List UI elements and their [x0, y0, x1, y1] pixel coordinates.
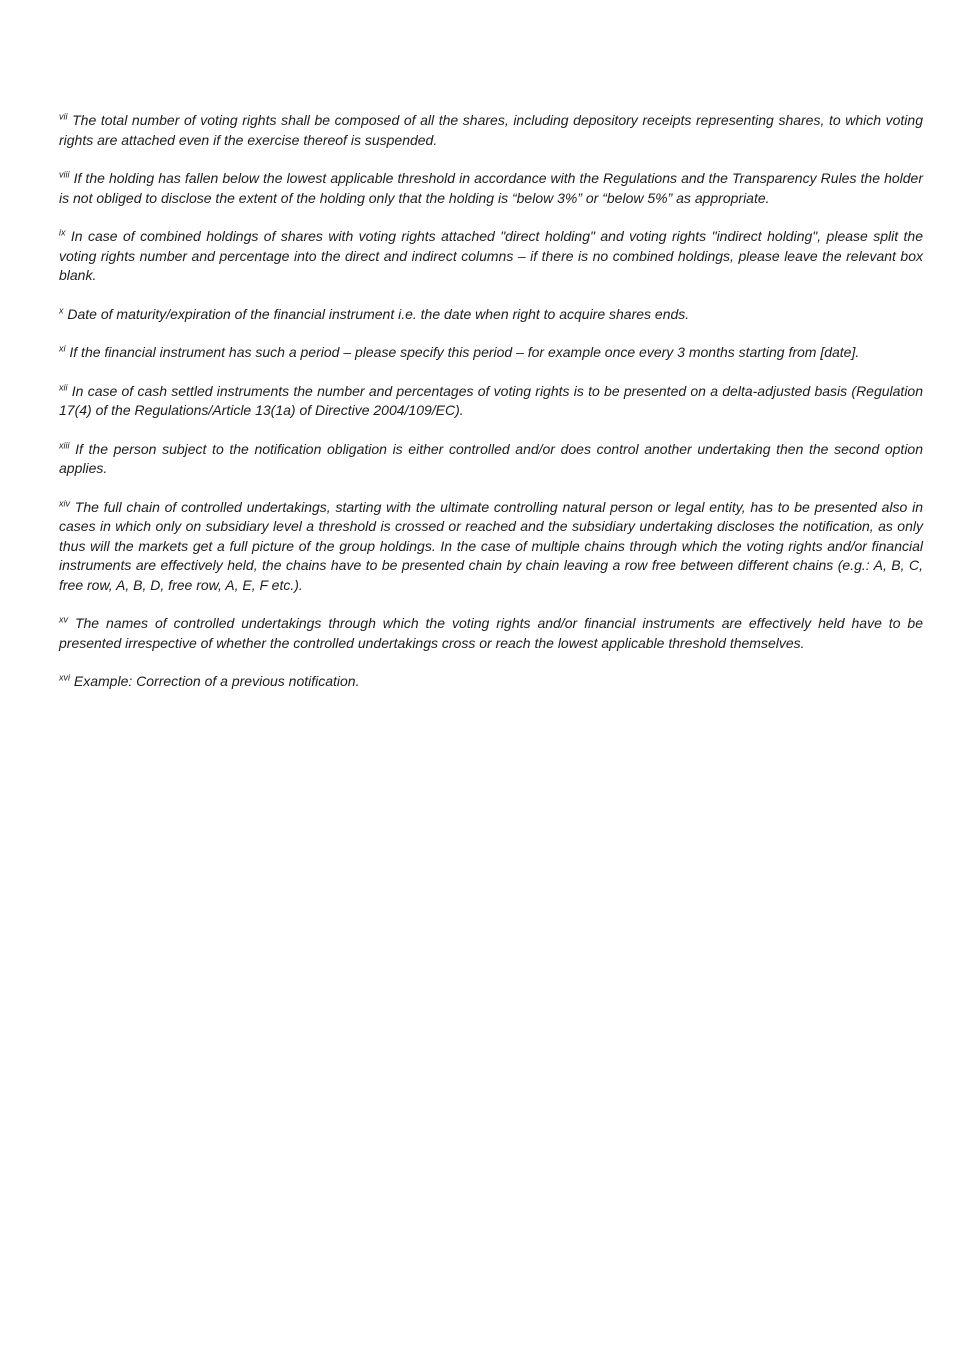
footnote-text-viii: If the holding has fallen below the lowest applicable threshold in accordance with the Regulations and the Transparency Rules the holder is not obliged to disclose the extent of the holding only that the holding is “below 3%” or “below 5%” as appropriate.: [59, 170, 923, 206]
footnote-text-x: Date of maturity/expiration of the financial instrument i.e. the date when right to acquire shares ends.: [67, 305, 690, 322]
footnote-marker-xi: xi: [59, 343, 66, 354]
footnote-text-ix: In case of combined holdings of shares with voting rights attached "direct holding" and voting rights "indirect holding", please split the voting rights number and percentage into the direct and indirect columns – if there is no combined holdings, please leave the relevant box blank.: [59, 228, 923, 283]
footnote-text-xv: The names of controlled undertakings through which the voting rights and/or financial instruments are effectively held have to be presented irrespective of whether the controlled undertakings cross or reach the lowest applicable threshold themselves.: [59, 615, 923, 651]
footnote-xii: [59, 382, 923, 421]
footnote-text-xii: In case of cash settled instruments the number and percentages of voting rights is to be presented on a delta-adjusted basis (Regulation 17(4) of the Regulations/Article 13(1a) of Directive 2004/109/EC).: [59, 382, 924, 418]
footnote-viii: [59, 169, 923, 208]
footnote-xvi: [59, 672, 923, 692]
footnote-text-xiii: If the person subject to the notification obligation is either controlled and/or does control another undertaking then the second option applies.: [59, 440, 924, 476]
footnote-text-xiv: The full chain of controlled undertakings, starting with the ultimate controlling natural person or legal entity, has to be presented also in cases in which only on subsidiary level a threshold is crossed or reached and the subsidiary undertaking discloses the notification, as only thus will the markets get a full picture of the group holdings. In the case of multiple chains through which the voting rights and/or financial instruments are effectively held, the chains have to be presented chain by chain leaving a row free between different chains (e.g.: A, B, C, free row, A, B, D, free row, A, E, F etc.).: [59, 498, 923, 593]
footnote-text-xvi: Example: Correction of a previous notification.: [73, 673, 360, 689]
footnote-marker-vii: vii: [59, 111, 68, 122]
footnote-marker-xii: xii: [59, 381, 68, 392]
footnote-marker-xvi: xvi: [59, 672, 70, 683]
footnote-xv: [59, 614, 923, 653]
footnote-marker-xiv: xiv: [59, 497, 70, 508]
footnote-marker-ix: ix: [59, 227, 66, 238]
footnote-xiii: [59, 440, 923, 479]
footnote-text-xi: If the financial instrument has such a period – please specify this period – for example once every 3 months starting from [date].: [69, 344, 860, 360]
footnote-x: [59, 305, 923, 325]
footnote-text-vii: The total number of voting rights shall be composed of all the shares, including depository receipts representing shares, to which voting rights are attached even if the exercise thereof is suspended.: [59, 112, 923, 148]
footnote-marker-xiii: xiii: [59, 439, 70, 450]
footnote-ix: [59, 227, 923, 286]
footnote-marker-xv: xv: [59, 614, 68, 625]
footnote-xi: [59, 343, 923, 363]
footnote-marker-x: x: [59, 304, 64, 315]
footnote-vii: [59, 111, 923, 150]
footnote-marker-viii: viii: [59, 169, 70, 180]
footnote-xiv: [59, 498, 923, 596]
